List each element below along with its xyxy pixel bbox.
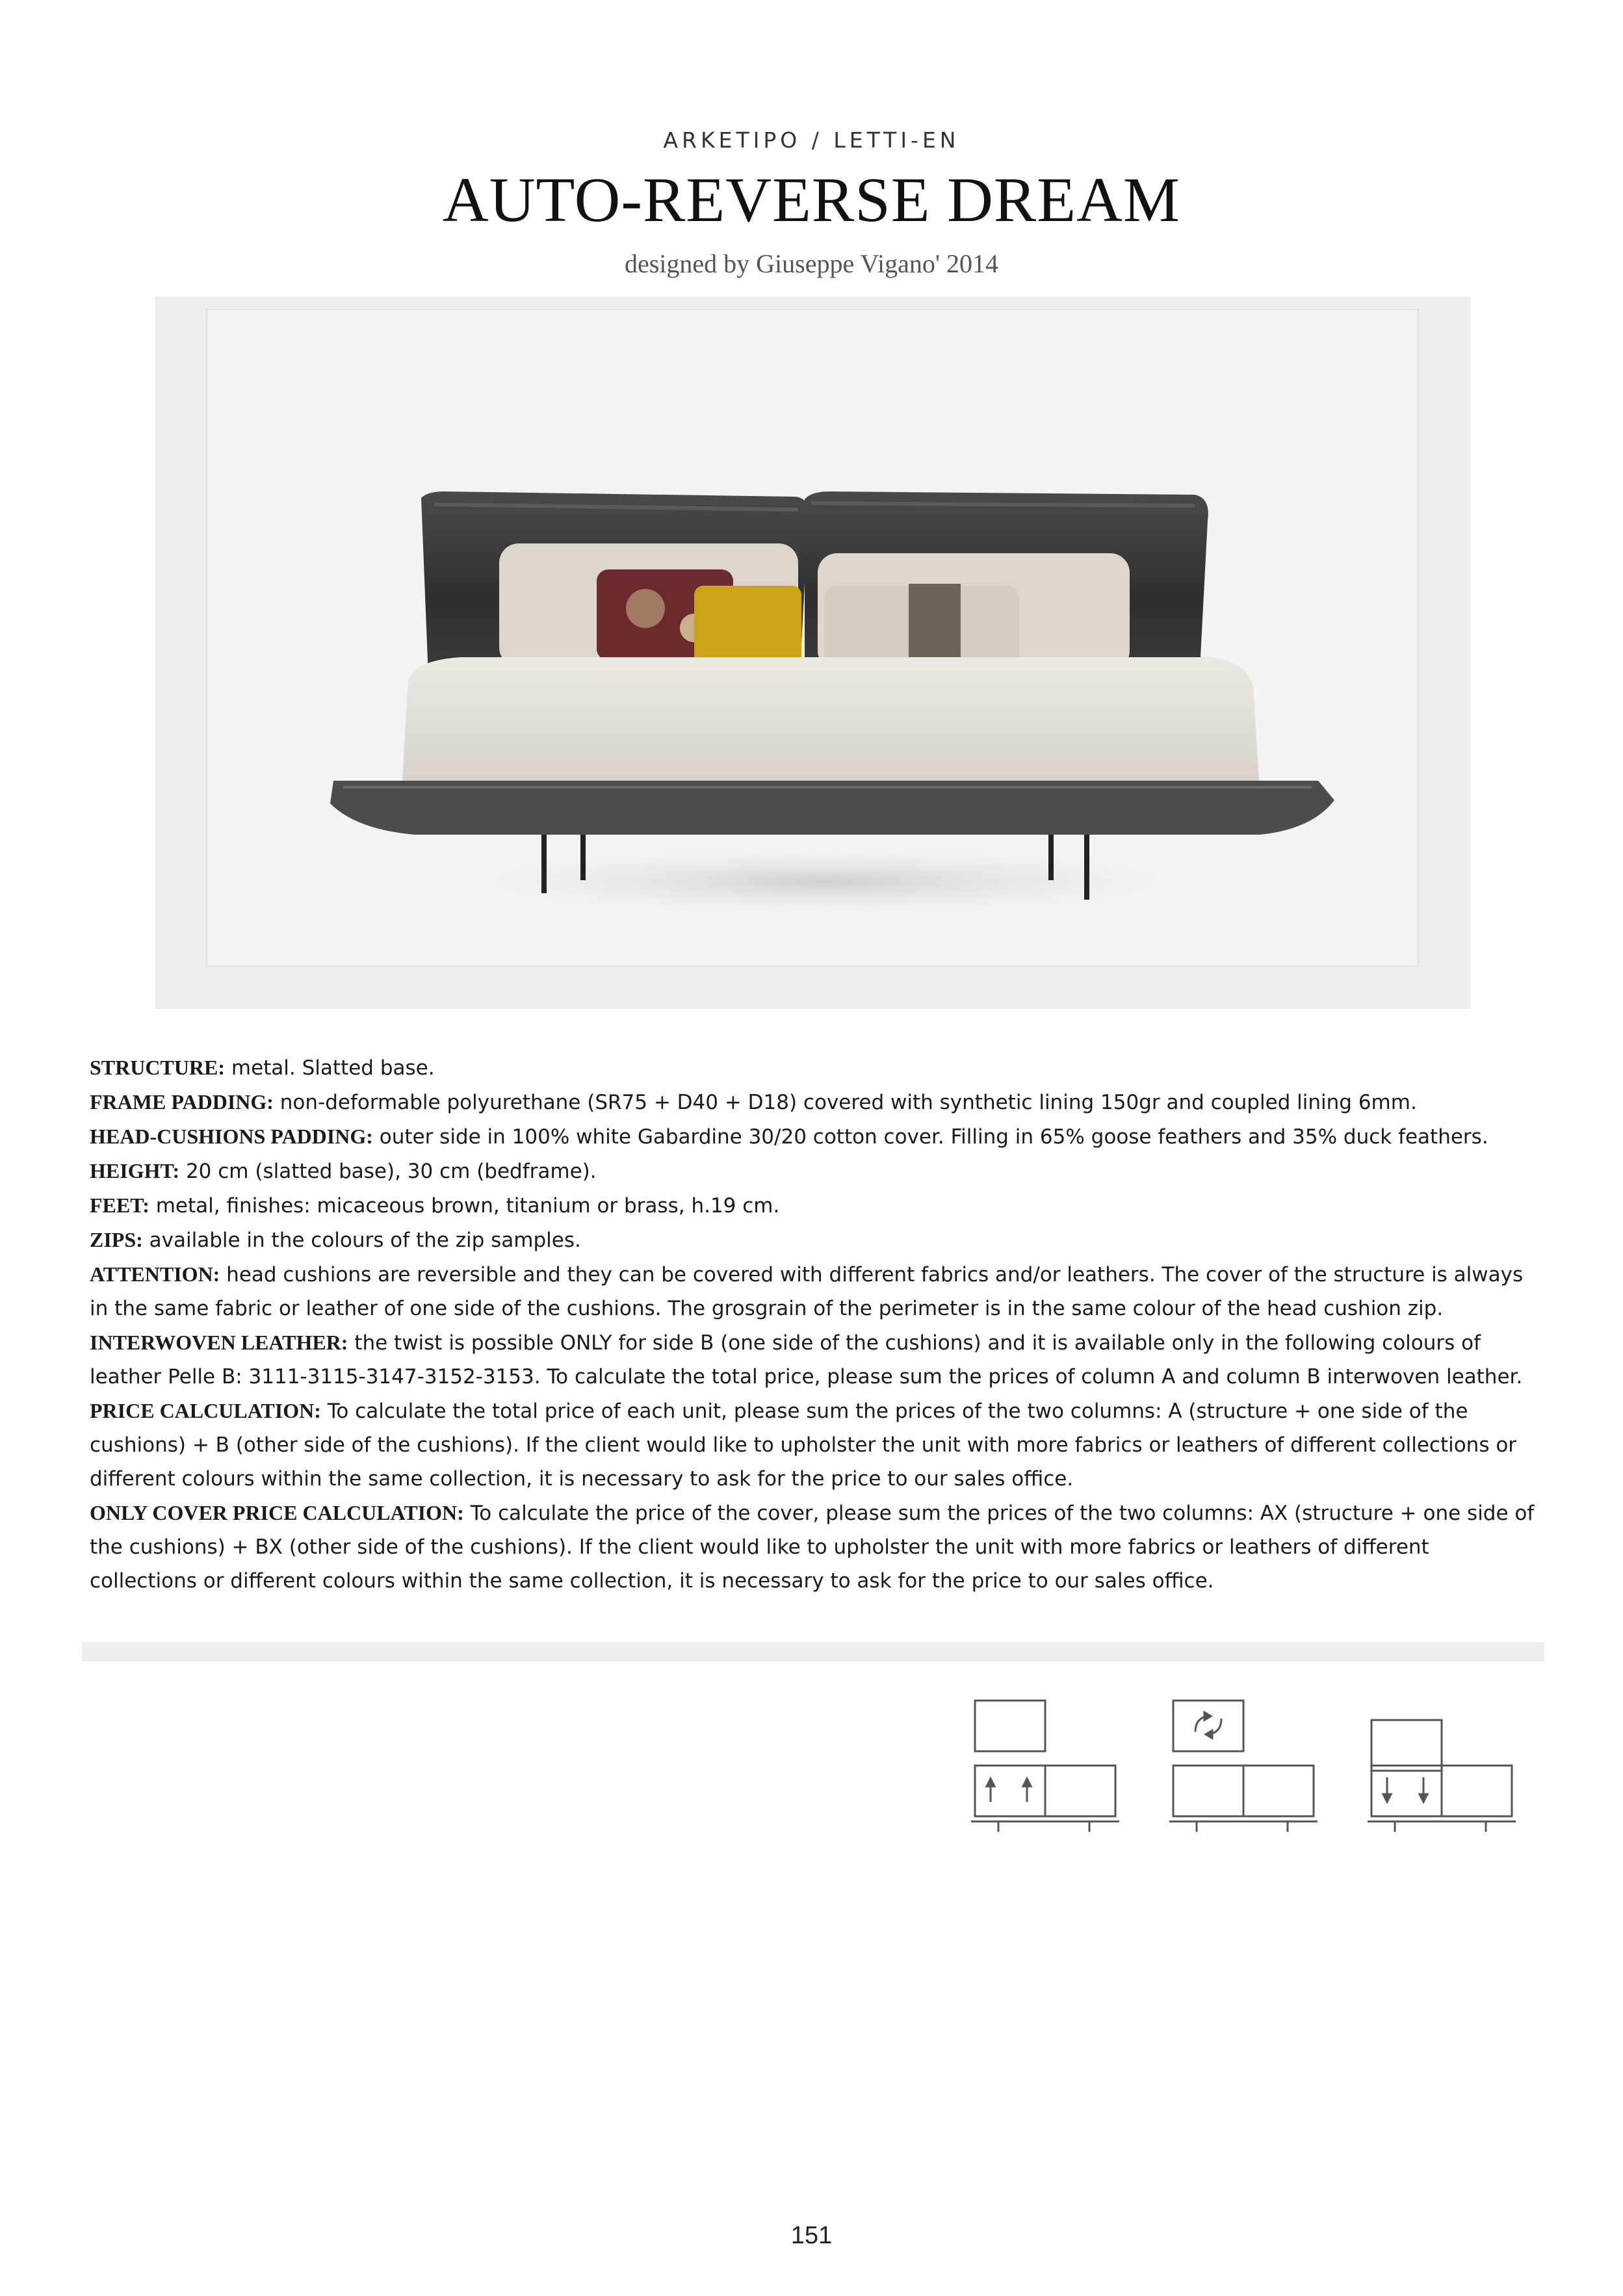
bed-photo	[155, 296, 1470, 1009]
specifications	[90, 1050, 1539, 1598]
spec-only-cover-price	[90, 1496, 1539, 1598]
spec-zips	[90, 1223, 1539, 1257]
spec-text: metal. Slatted base.	[225, 1056, 435, 1080]
spec-label: PRICE CALCULATION:	[90, 1399, 321, 1422]
cushion-lower-down-icon	[1368, 1720, 1516, 1832]
spec-label: FEET:	[90, 1194, 149, 1217]
spec-text: 20 cm (slatted base), 30 cm (bedframe).	[179, 1160, 597, 1183]
cushion-lift-up-icon	[971, 1701, 1119, 1832]
spec-frame-padding	[90, 1085, 1539, 1119]
spec-label: ATTENTION:	[90, 1262, 220, 1286]
spec-label: ZIPS:	[90, 1228, 143, 1251]
spec-text: head cushions are reversible and they can be covered with different fabrics and/or leathers. The cover of the structure is always in the same fabric or leather of one side of the cushions. The grosgrain of the perimeter is in the same colour of the head cushion zip.	[90, 1263, 1524, 1320]
spec-label: HEAD-CUSHIONS PADDING:	[90, 1125, 373, 1148]
designer-credit: designed by Giuseppe Vigano' 2014	[624, 249, 999, 278]
spec-attention	[90, 1257, 1539, 1325]
spec-text: outer side in 100% white Gabardine 30/20 cotton cover. Filling in 65% goose feathers and 35% duck feathers.	[372, 1125, 1488, 1149]
section-divider	[82, 1642, 1544, 1662]
spec-feet	[90, 1188, 1539, 1223]
spec-text: the twist is possible ONLY for side B (one side of the cushions) and it is available only in the following colours of leather Pelle B: 3111-3115-3147-3152-3153. To calculate the total price, please sum the prices of column A and column B interwoven leather.	[90, 1331, 1523, 1389]
spec-price-calculation	[90, 1394, 1539, 1496]
spec-text: To calculate the total price of each unit, please sum the prices of the two columns: A (structure + one side of the cushions) + B (other side of the cushions). If the client would like to upholster the unit with more fabrics or leathers of different collections or different colours within the same collection, it is necessary to ask for the price to our sales office.	[90, 1400, 1517, 1491]
spec-text: available in the colours of the zip samples.	[142, 1229, 581, 1252]
spec-text: metal, finishes: micaceous brown, titanium or brass, h.19 cm.	[149, 1194, 780, 1218]
spec-text: To calculate the price of the cover, please sum the prices of the two columns: AX (structure + one side of the cushions) + BX (other side of the cushions). If the client would like to upholster the unit with more fabrics or leathers of different collections or different colours within the same collection, it is necessary to ask for the price to our sales office.	[90, 1502, 1535, 1593]
spec-label: HEIGHT:	[90, 1159, 180, 1182]
page-number: 151	[790, 2222, 833, 2249]
spec-label: STRUCTURE:	[90, 1056, 226, 1079]
spec-label: ONLY COVER PRICE CALCULATION:	[90, 1501, 464, 1524]
spec-head-cushions-padding	[90, 1119, 1539, 1154]
spec-text: non-deformable polyurethane (SR75 + D40 + D18) covered with synthetic lining 150gr and coupled lining 6mm.	[273, 1091, 1417, 1114]
cushion-diagrams	[968, 1693, 1527, 1836]
spec-label: FRAME PADDING:	[90, 1090, 274, 1114]
spec-interwoven-leather	[90, 1325, 1539, 1394]
spec-label: INTERWOVEN LEATHER:	[90, 1331, 348, 1354]
spec-height	[90, 1154, 1539, 1188]
breadcrumb: ARKETIPO / LETTI-EN	[663, 127, 960, 153]
page-title: AUTO-REVERSE DREAM	[442, 165, 1181, 235]
bed-illustration	[155, 296, 1470, 1009]
cushion-reverse-icon	[1169, 1701, 1318, 1832]
spec-structure	[90, 1050, 1539, 1085]
